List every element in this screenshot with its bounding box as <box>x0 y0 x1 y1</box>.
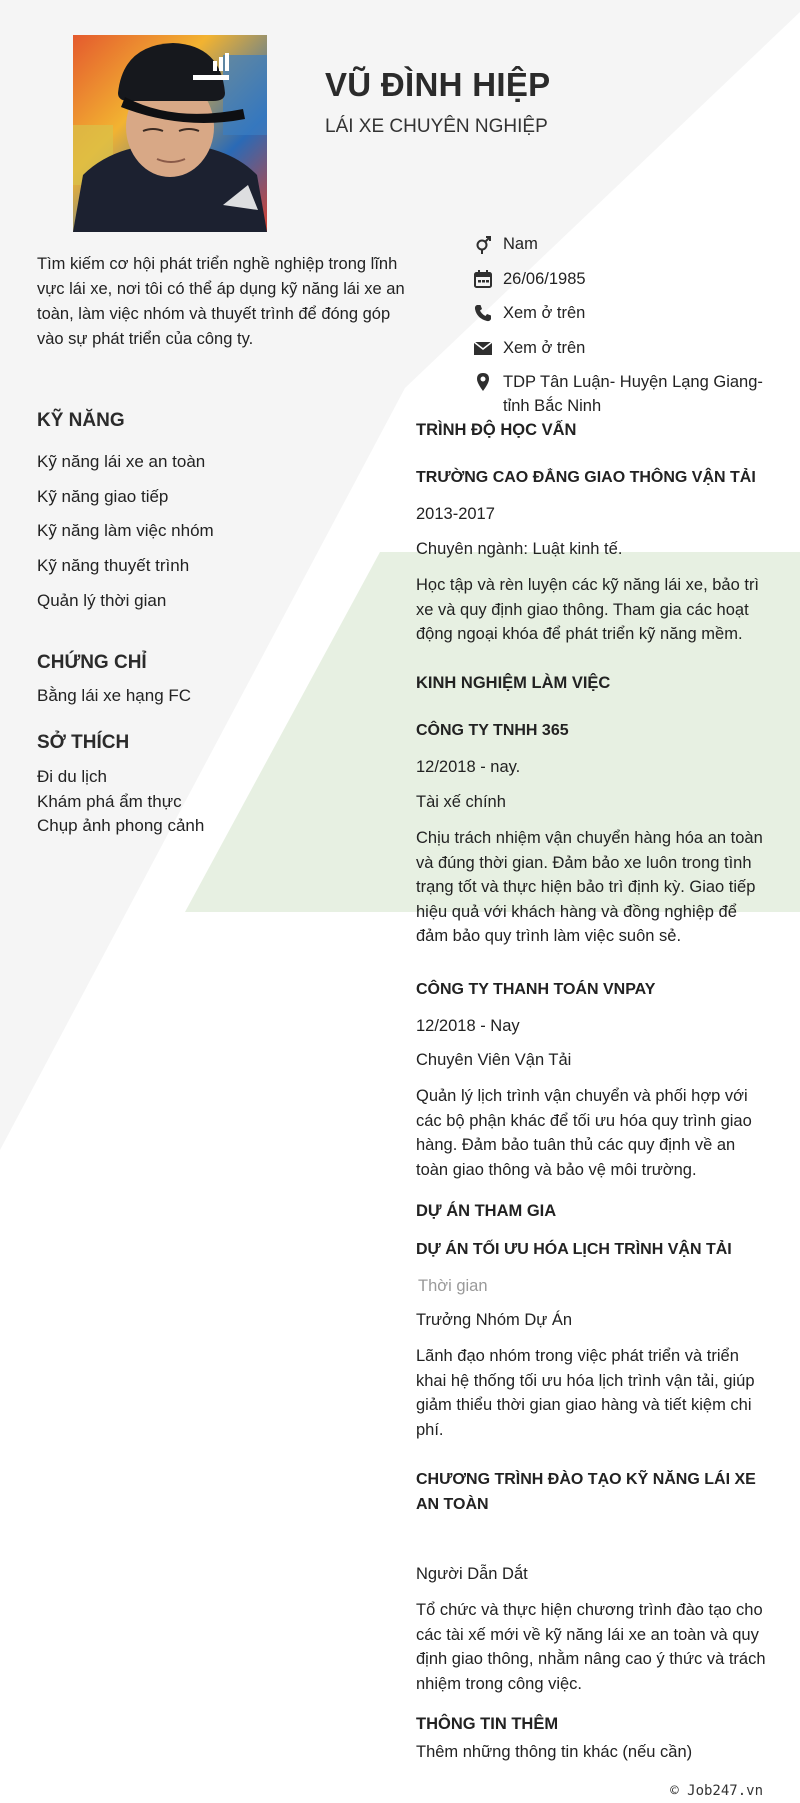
gender-value: Nam <box>503 235 538 253</box>
job-description: Chịu trách nhiệm vận chuyển hàng hóa an toàn và đúng thời gian. Đảm bảo xe luôn trong tình trạng tốt và thực hiện bảo trì định kỳ. Giao tiếp hiệu quả với khách hàng và đồng nghiệp để đảm bảo quy trình làm việc suôn sẻ. <box>416 829 763 945</box>
location-pin-icon <box>473 372 493 392</box>
hobby-item: Đi du lịch <box>37 767 107 786</box>
education-major: Chuyên ngành: Luật kinh tế. <box>416 540 623 558</box>
skill-item: Quản lý thời gian <box>37 590 167 610</box>
skills-heading: KỸ NĂNG <box>37 410 125 431</box>
additional-heading: THÔNG TIN THÊM <box>416 1715 559 1733</box>
skill-item: Kỹ năng lái xe an toàn <box>37 452 206 471</box>
job-company: CÔNG TY TNHH 365 <box>416 722 569 739</box>
education-heading: TRÌNH ĐỘ HỌC VẤN <box>416 421 577 439</box>
hobbies-heading: SỞ THÍCH <box>37 732 130 753</box>
hobby-item: Chụp ảnh phong cảnh <box>37 816 205 835</box>
additional-text: Thêm những thông tin khác (nếu cần) <box>416 1743 693 1761</box>
projects-heading: DỰ ÁN THAM GIA <box>416 1202 557 1220</box>
birthday-value: 26/06/1985 <box>503 270 586 288</box>
skills-list <box>37 452 214 625</box>
project-time: Thời gian <box>418 1277 488 1295</box>
calendar-icon <box>473 269 493 289</box>
project-role: Trưởng Nhóm Dự Án <box>416 1311 573 1329</box>
skill-item: Kỹ năng làm việc nhóm <box>37 521 214 541</box>
education-description: Học tập và rèn luyện các kỹ năng lái xe, bảo trì xe và quy định giao thông. Tham gia các hoạt động ngoại khóa để phát triển kỹ năng mềm. <box>416 576 760 643</box>
project-role: Người Dẫn Dắt <box>416 1565 528 1583</box>
job-title: LÁI XE CHUYÊN NGHIỆP <box>325 116 548 137</box>
skill-item: Kỹ năng giao tiếp <box>37 486 169 506</box>
certificates-heading: CHỨNG CHỈ <box>37 652 147 673</box>
job-description: Quản lý lịch trình vận chuyển và phối hợp với các bộ phận khác để tối ưu hóa quy trình giao hàng. Đảm bảo tuân thủ các quy định về an toàn giao thông và bảo vệ môi trường. <box>416 1087 752 1179</box>
job-position: Tài xế chính <box>416 793 506 811</box>
footer-watermark: © Job247.vn <box>670 1783 763 1799</box>
experience-heading: KINH NGHIỆM LÀM VIỆC <box>416 674 611 692</box>
education-period: 2013-2017 <box>416 505 495 523</box>
job-company: CÔNG TY THANH TOÁN VNPAY <box>416 981 656 998</box>
email-value: Xem ở trên <box>503 339 586 357</box>
hobbies-list <box>37 765 204 839</box>
certificates-list <box>37 684 191 709</box>
project-description: Tổ chức và thực hiện chương trình đào tạo cho các tài xế mới về kỹ năng lái xe an toàn và quy định giao thông, nhằm nâng cao ý thức và trách nhiệm trong công việc. <box>416 1601 766 1693</box>
project-description: Lãnh đạo nhóm trong việc phát triển và triển khai hệ thống tối ưu hóa lịch trình vận tải, giúp giảm thiểu thời gian giao hàng và tiết kiệm chi phí. <box>416 1347 755 1439</box>
address-value: TDP Tân Luận- Huyện Lạng Giang- tỉnh Bắc Ninh <box>503 373 763 415</box>
email-icon <box>473 338 493 358</box>
gender-icon <box>473 234 493 254</box>
job-period: 12/2018 - Nay <box>416 1017 520 1035</box>
job-period: 12/2018 - nay. <box>416 758 521 776</box>
candidate-name: VŨ ĐÌNH HIỆP <box>325 66 551 103</box>
career-objective: Tìm kiếm cơ hội phát triển nghề nghiệp trong lĩnh vực lái xe, nơi tôi có thể áp dụng kỹ năng lái xe an toàn, làm việc nhóm và thuyết trình để đóng góp vào sự phát triển của công ty. <box>37 255 405 348</box>
education-school: TRƯỜNG CAO ĐẲNG GIAO THÔNG VẬN TẢI <box>416 469 756 486</box>
certificate-item: Bằng lái xe hạng FC <box>37 686 192 705</box>
profile-photo <box>73 35 267 232</box>
job-position: Chuyên Viên Vận Tải <box>416 1051 572 1069</box>
phone-value: Xem ở trên <box>503 304 586 322</box>
skill-item: Kỹ năng thuyết trình <box>37 556 190 576</box>
phone-icon <box>473 303 493 323</box>
project-name: CHƯƠNG TRÌNH ĐÀO TẠO KỸ NĂNG LÁI XE AN TOÀN <box>416 1471 756 1513</box>
hobby-item: Khám phá ẩm thực <box>37 791 182 811</box>
project-name: DỰ ÁN TỐI ƯU HÓA LỊCH TRÌNH VẬN TẢI <box>416 1241 732 1258</box>
